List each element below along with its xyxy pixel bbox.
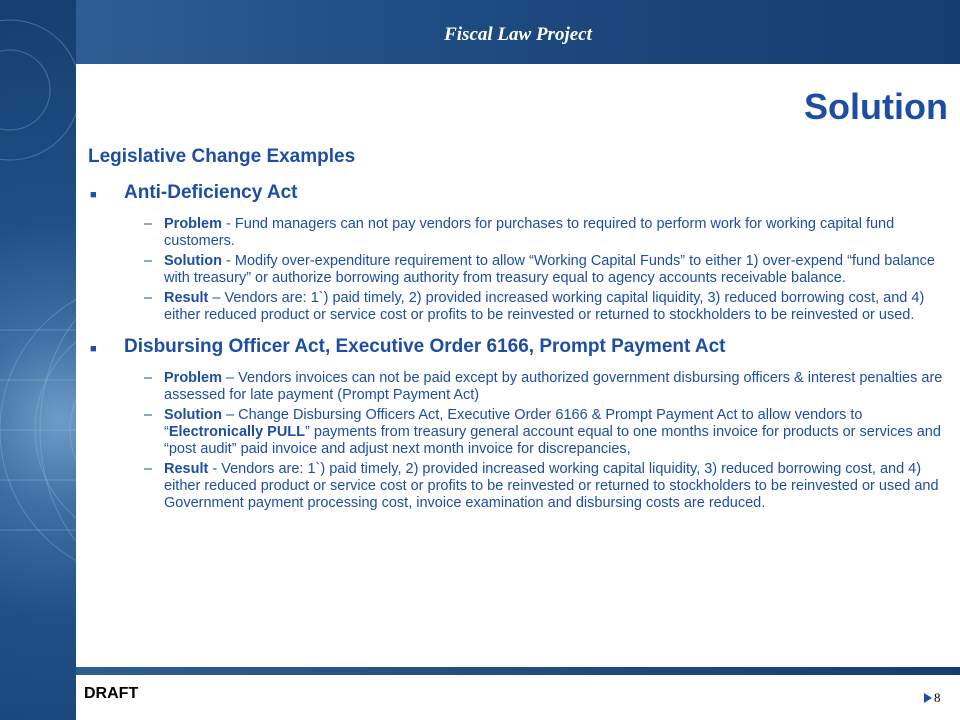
dash-marker: – [144, 290, 153, 306]
subitem-label: Solution [164, 407, 222, 423]
subitem-solution [88, 407, 948, 458]
subitem-problem [88, 370, 948, 404]
header-bar [76, 0, 960, 64]
subitem-problem [88, 216, 948, 250]
square-bullet-icon: ■ [90, 189, 97, 201]
subitem-label: Problem [164, 216, 223, 232]
square-bullet-icon: ■ [90, 343, 97, 355]
bullet-anti-deficiency-act [88, 182, 948, 204]
subitem-result [88, 461, 948, 512]
subitem-text: - Modify over-expenditure requirement to allow “Working Capital Funds” to either 1) over-expend “fund balance with treasury” or authorize borrowing authority from treasury equal to agency accounts receivable balance. [164, 253, 935, 286]
bullet-disbursing-officer-act [88, 336, 948, 358]
dash-marker: – [144, 370, 153, 386]
subitem-text: – Vendors invoices can not be paid except by authorized government disbursing officers & interest penalties are assessed for late payment (Prompt Payment Act) [164, 370, 943, 403]
subitem-text: ” payments from treasury general account equal to one months invoice for products or services and “post audit” paid invoice and adjust next month invoice for discrepancies, [164, 424, 941, 457]
section-heading: Legislative Change Examples [88, 146, 356, 167]
subitem-solution [88, 253, 948, 287]
dash-marker: – [144, 216, 153, 232]
dash-marker: – [144, 253, 153, 269]
subitem-label: Solution [164, 253, 222, 269]
subitem-text: - Fund managers can not pay vendors for purchases to required to perform work for working capital fund customers. [164, 216, 895, 249]
subitem-text: – Vendors are: 1`) paid timely, 2) provided increased working capital liquidity, 3) reduced borrowing cost, and 4) either reduced product or service cost or profits to be reinvested or returned to stockholders to be reinvested or used. [164, 290, 925, 323]
slide-body [76, 64, 960, 667]
dash-marker: – [144, 407, 153, 423]
bullet-heading: Anti-Deficiency Act [124, 182, 298, 203]
slide-title: Solution [804, 86, 948, 127]
subitem-text: - Vendors are: 1`) paid timely, 2) provided increased working capital liquidity, 3) reduced borrowing cost, and 4) either reduced product or service cost or profits to be reinvested or returned to stockholders to be reinvested or used and Government payment processing cost, invoice examination and disbursing costs are reduced. [164, 461, 939, 511]
draft-label: DRAFT [84, 685, 139, 702]
bullet-group-anti-deficiency [88, 182, 948, 324]
subitem-label: Result [164, 461, 209, 477]
play-arrow-icon [924, 693, 932, 703]
subitem-result [88, 290, 948, 324]
slide-content [88, 146, 948, 524]
emphasis-text: Electronically PULL [168, 424, 306, 440]
bullet-group-disbursing [88, 336, 948, 512]
decorative-globe-band [0, 0, 76, 720]
subitem-text: – Change Disbursing Officers Act, Executive Order 6166 & Prompt Payment Act to allow vendors to “ [164, 407, 863, 440]
page-number: 8 [934, 690, 941, 705]
project-title: Fiscal Law Project [444, 24, 592, 45]
bullet-heading: Disbursing Officer Act, Executive Order 6166, Prompt Payment Act [124, 336, 726, 357]
subitem-label: Problem [164, 370, 223, 386]
footer-bar [76, 667, 960, 675]
globe-grid-graphic [0, 0, 76, 720]
subitem-label: Result [164, 290, 209, 306]
dash-marker: – [144, 461, 153, 477]
